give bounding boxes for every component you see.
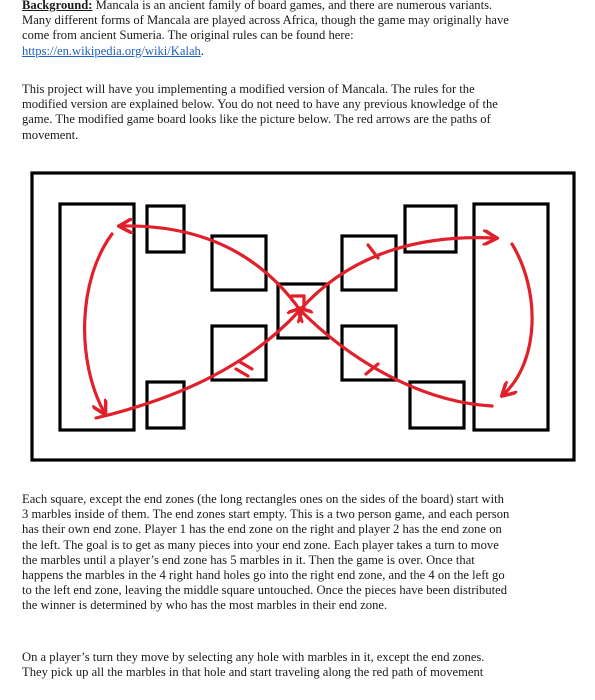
link-suffix: . [200, 43, 205, 58]
background-label: Background: [22, 0, 93, 12]
rules-line: the left. The goal is to get as many pieces into your end zone. Each player takes a turn to move [22, 537, 499, 552]
turn-paragraph [22, 650, 588, 680]
mid-arrow-tick-1 [236, 362, 252, 376]
rules-paragraph [22, 492, 588, 614]
background-line-1-text: Mancala is an ancient family of board games, and there are numerous variants. [92, 0, 493, 12]
rules-line: the marbles until a player’s end zone has 5 marbles in it. Then the game is over. Once that [22, 552, 475, 567]
hole-left-bottom-outer [147, 382, 184, 428]
background-line-2: Many different forms of Mancala are played across Africa, though the game may originally have [22, 13, 509, 28]
project-line: movement. [22, 127, 79, 142]
rules-line: has their own end zone. Player 1 has the end zone on the right and player 2 has the end zone on [22, 522, 502, 537]
kalah-wikipedia-link[interactable]: https://en.wikipedia.org/wiki/Kalah [22, 43, 201, 58]
rules-line: to the left end zone, leaving the middle square untouched. Once the pieces have been distributed [22, 583, 508, 598]
board-outline [32, 173, 574, 460]
background-line-3: come from ancient Sumeria. The original rules can be found here: [22, 28, 354, 43]
project-line: modified version are explained below. You do not need to have any previous knowledge of the [22, 97, 498, 112]
rules-line: happens the marbles in the 4 right hand holes go into the right end zone, and the 4 on the left go [22, 568, 505, 583]
project-line: This project will have you implementing a modified version of Mancala. The rules for the [22, 82, 475, 96]
bottom-left-arrow [96, 310, 300, 418]
right-curve-arrow [504, 244, 532, 394]
rules-line: 3 marbles inside of them. The end zones start empty. This is a two person game, and each person [22, 507, 510, 522]
project-line: game. The modified game board looks like the picture below. The red arrows are the paths of [22, 112, 491, 127]
turn-line: On a player’s turn they move by selecting any hole with marbles in it, except the end zones. [22, 650, 485, 664]
rules-line: the winner is determined by who has the most marbles in their end zone. [22, 598, 388, 613]
rules-line: Each square, except the end zones (the long rectangles ones on the sides of the board) start with [22, 492, 504, 506]
turn-line: They pick up all the marbles in that hole and start traveling along the red path of movement [22, 665, 484, 680]
left-curve-arrow [85, 234, 112, 412]
